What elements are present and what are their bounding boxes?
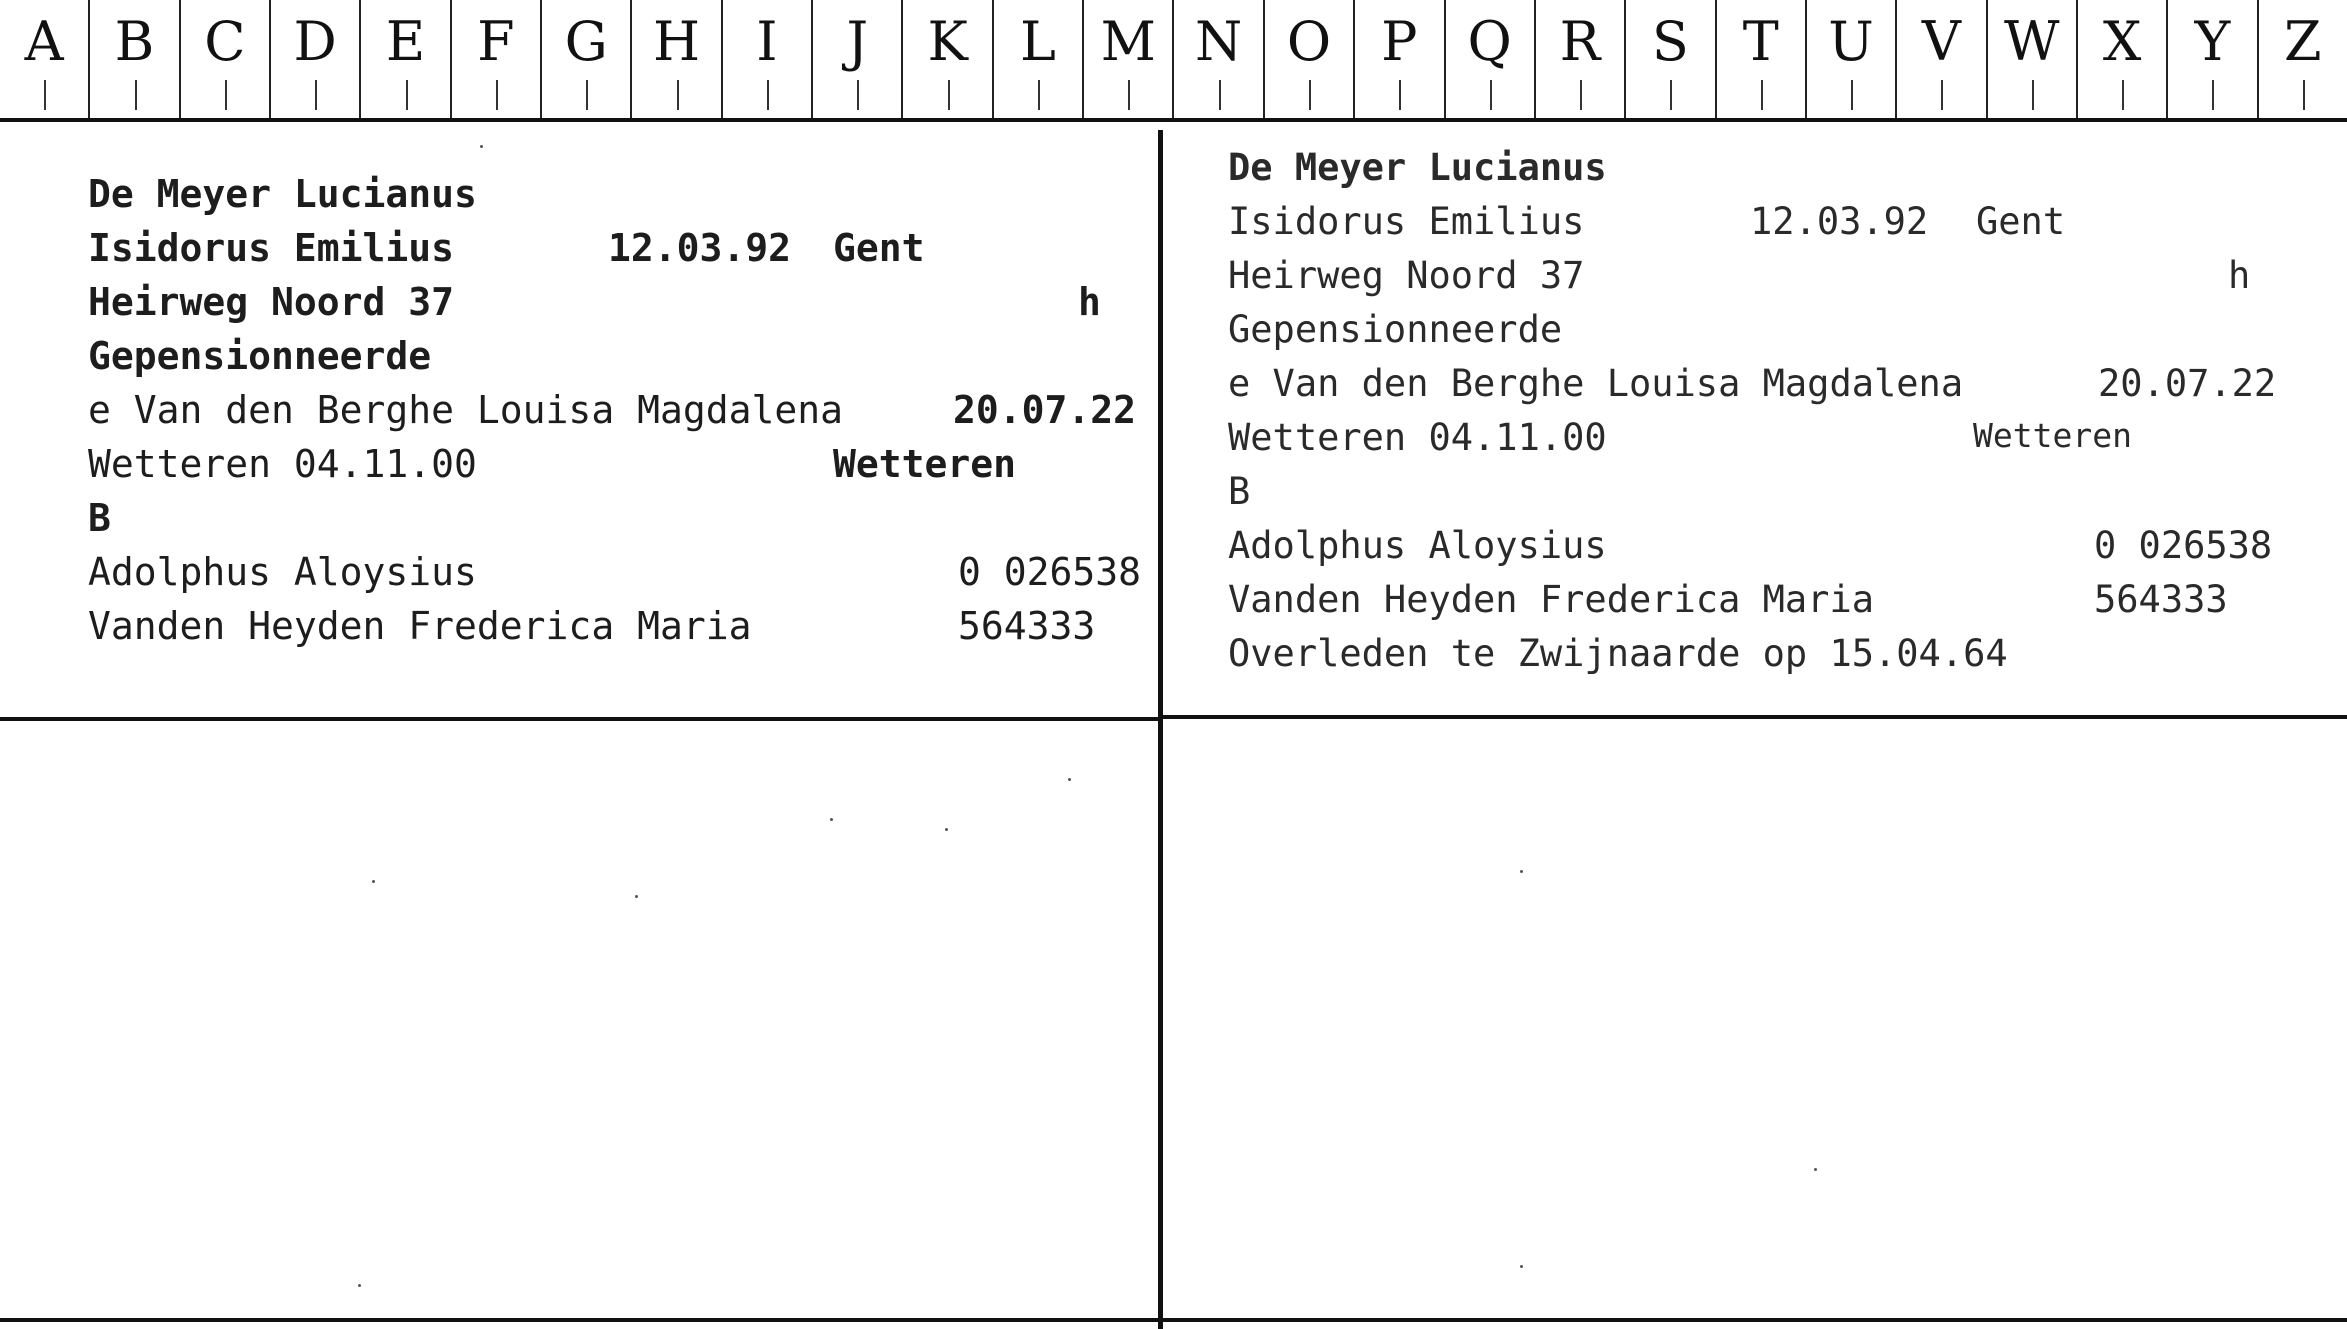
index-letter-e: E [359, 0, 449, 118]
card-death-note: Overleden te Zwijnaarde op 15.04.64 [1228, 632, 2008, 675]
card-marriage-date: 20.07.22 [2098, 362, 2277, 405]
index-letter-w: W [1986, 0, 2076, 118]
card-mother-row [88, 604, 1158, 658]
card-mother-id: 564333 [2094, 578, 2228, 621]
card-spouse-row [1228, 362, 2328, 416]
card-category: B [88, 496, 111, 540]
card-given-names-row [88, 226, 1158, 280]
index-letter-o: O [1263, 0, 1353, 118]
card-address: Heirweg Noord 37 [88, 280, 455, 324]
card-name: De Meyer Lucianus [88, 172, 477, 216]
scan-speck [358, 1284, 361, 1287]
index-letter-a: A [0, 0, 88, 118]
index-letter-k: K [901, 0, 991, 118]
card-occupation: Gepensionneerde [1228, 308, 1563, 351]
index-letter-v: V [1895, 0, 1985, 118]
card-divider-bottom-left [0, 1318, 1160, 1322]
card-spouse: e Van den Berghe Louisa Magdalena [88, 388, 843, 432]
card-category-row [1228, 470, 2328, 524]
card-mother-row [1228, 578, 2328, 632]
index-letter-d: D [269, 0, 359, 118]
scan-speck [945, 828, 948, 831]
card-address: Heirweg Noord 37 [1228, 254, 1585, 297]
scan-speck [1520, 1265, 1523, 1268]
index-letter-m: M [1082, 0, 1172, 118]
scan-speck [830, 818, 833, 821]
card-father: Adolphus Aloysius [88, 550, 477, 594]
card-birth-place: Gent [833, 226, 925, 270]
card-father: Adolphus Aloysius [1228, 524, 1607, 567]
card-death-row [1228, 632, 2328, 686]
registry-card-left [88, 172, 1158, 712]
index-letter-q: Q [1444, 0, 1534, 118]
card-marital-code: h [1078, 280, 1101, 324]
index-letter-g: G [540, 0, 630, 118]
card-name-row [1228, 146, 2328, 200]
index-letter-t: T [1715, 0, 1805, 118]
card-address-row [1228, 254, 2328, 308]
card-name-row [88, 172, 1158, 226]
card-occupation-row [88, 334, 1158, 388]
index-letter-r: R [1534, 0, 1624, 118]
card-marital-code: h [2228, 254, 2251, 297]
index-letter-s: S [1624, 0, 1714, 118]
card-father-id: 0 026538 [958, 550, 1142, 594]
scan-speck [480, 145, 483, 148]
card-father-id: 0 026538 [2094, 524, 2273, 567]
card-divider-vertical [1158, 130, 1163, 1329]
card-birth-place: Gent [1976, 200, 2066, 243]
alphabet-index-strip [0, 0, 2347, 122]
index-letter-z: Z [2257, 0, 2347, 118]
index-letter-f: F [450, 0, 540, 118]
index-letter-x: X [2076, 0, 2166, 118]
card-occupation-row [1228, 308, 2328, 362]
index-letter-b: B [88, 0, 178, 118]
card-category-row [88, 496, 1158, 550]
index-letter-l: L [992, 0, 1082, 118]
card-given-names: Isidorus Emilius [88, 226, 455, 270]
card-marriage-place: Wetteren [1973, 416, 2132, 455]
scan-speck [1814, 1168, 1817, 1171]
card-spouse-row [88, 388, 1158, 442]
card-mother-id: 564333 [958, 604, 1096, 648]
card-spouse: e Van den Berghe Louisa Magdalena [1228, 362, 1964, 405]
card-spouse-birth: Wetteren 04.11.00 [1228, 416, 1607, 459]
index-letter-y: Y [2166, 0, 2256, 118]
scan-speck [635, 895, 638, 898]
card-father-row [88, 550, 1158, 604]
card-occupation: Gepensionneerde [88, 334, 432, 378]
card-name: De Meyer Lucianus [1228, 146, 1607, 189]
card-marriage-place: Wetteren [833, 442, 1017, 486]
card-birth-date: 12.03.92 [608, 226, 792, 270]
card-given-names-row [1228, 200, 2328, 254]
index-letter-h: H [630, 0, 720, 118]
registry-card-right [1228, 146, 2328, 706]
card-birth-date: 12.03.92 [1750, 200, 1929, 243]
index-letter-j: J [811, 0, 901, 118]
card-marriage-date: 20.07.22 [953, 388, 1137, 432]
card-divider-bottom-right [1163, 1318, 2347, 1322]
card-spouse-birth-row [1228, 416, 2328, 470]
card-father-row [1228, 524, 2328, 578]
card-mother: Vanden Heyden Frederica Maria [88, 604, 752, 648]
scan-speck [1520, 870, 1523, 873]
card-address-row [88, 280, 1158, 334]
card-spouse-birth-row [88, 442, 1158, 496]
card-mother: Vanden Heyden Frederica Maria [1228, 578, 1875, 621]
card-divider-top-left [0, 118, 1250, 122]
card-category: B [1228, 470, 1251, 513]
index-letter-p: P [1353, 0, 1443, 118]
scan-speck [372, 880, 375, 883]
card-spouse-birth: Wetteren 04.11.00 [88, 442, 477, 486]
card-given-names: Isidorus Emilius [1228, 200, 1585, 243]
index-letter-i: I [721, 0, 811, 118]
index-letter-n: N [1172, 0, 1262, 118]
scan-speck [1068, 778, 1071, 781]
index-letter-u: U [1805, 0, 1895, 118]
index-letter-c: C [179, 0, 269, 118]
